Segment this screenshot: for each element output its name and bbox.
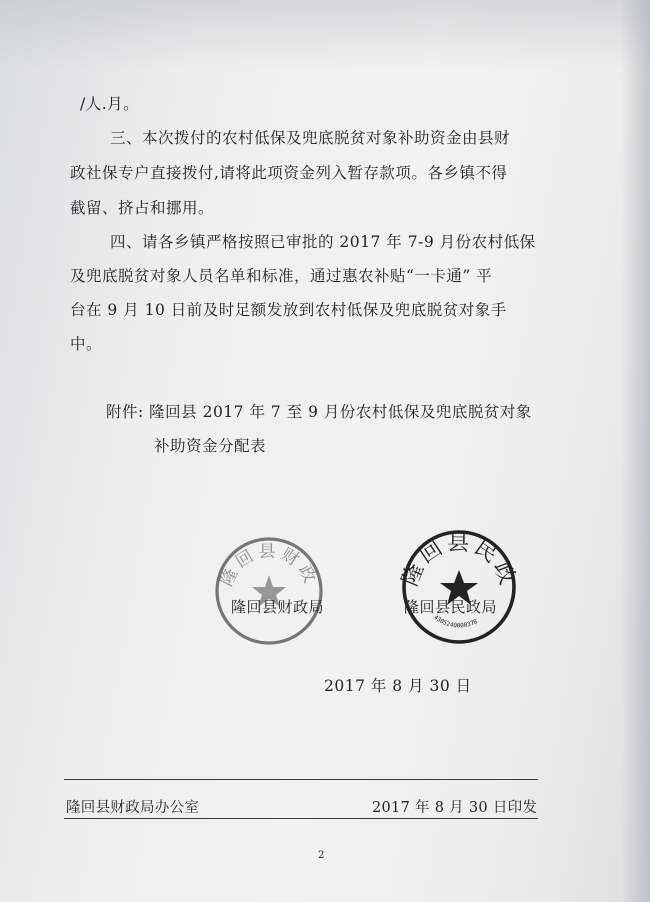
- seal-arc-text: 隆回县民政: [400, 530, 518, 591]
- seal-code: 4305240000378: [432, 613, 479, 630]
- footer-rule-top: [64, 779, 538, 780]
- body-line-7: 台在 9 月 10 日前及时足额发放到农村低保及兜底脱贫对象手: [70, 301, 507, 319]
- scan-shadow-right: [620, 0, 650, 902]
- seal-graphic: [400, 528, 518, 646]
- footer-print-date: 2017 年 8 月 30 日印发: [372, 800, 538, 816]
- scan-shadow-top: [0, 0, 650, 70]
- seal-label: 隆回县民政局: [404, 598, 498, 616]
- seal-arc-text: 隆回县财政: [216, 541, 322, 590]
- body-line-6: 及兜底脱贫对象人员名单和标准，通过惠农补贴“一卡通” 平: [70, 267, 493, 285]
- body-line-4: 截留、挤占和挪用。: [70, 199, 215, 217]
- seal-label: 隆回县财政局: [231, 598, 325, 616]
- attachment-line-1: 附件: 隆回县 2017 年 7 至 9 月份农村低保及兜底脱贫对象: [106, 403, 532, 421]
- body-line-1: /人.月。: [80, 95, 140, 113]
- footer-rule-bottom: [64, 818, 538, 819]
- body-line-8: 中。: [70, 335, 103, 353]
- footer-office: 隆回县财政局办公室: [66, 800, 200, 816]
- body-line-5: 四、请各乡镇严格按照已审批的 2017 年 7-9 月份农村低保: [110, 233, 536, 251]
- attachment-line-2: 补助资金分配表: [154, 437, 267, 455]
- finance-bureau-seal: [213, 535, 325, 647]
- seal-graphic: [213, 535, 325, 647]
- body-line-2: 三、本次拨付的农村低保及兜底脱贫对象补助资金由县财: [110, 129, 511, 147]
- body-line-3: 政社保专户直接拨付,请将此项资金列入暂存款项。各乡镇不得: [70, 164, 508, 182]
- civil-affairs-bureau-seal: [400, 528, 518, 646]
- page-number: 2: [318, 850, 325, 861]
- issue-date: 2017 年 8 月 30 日: [324, 677, 472, 695]
